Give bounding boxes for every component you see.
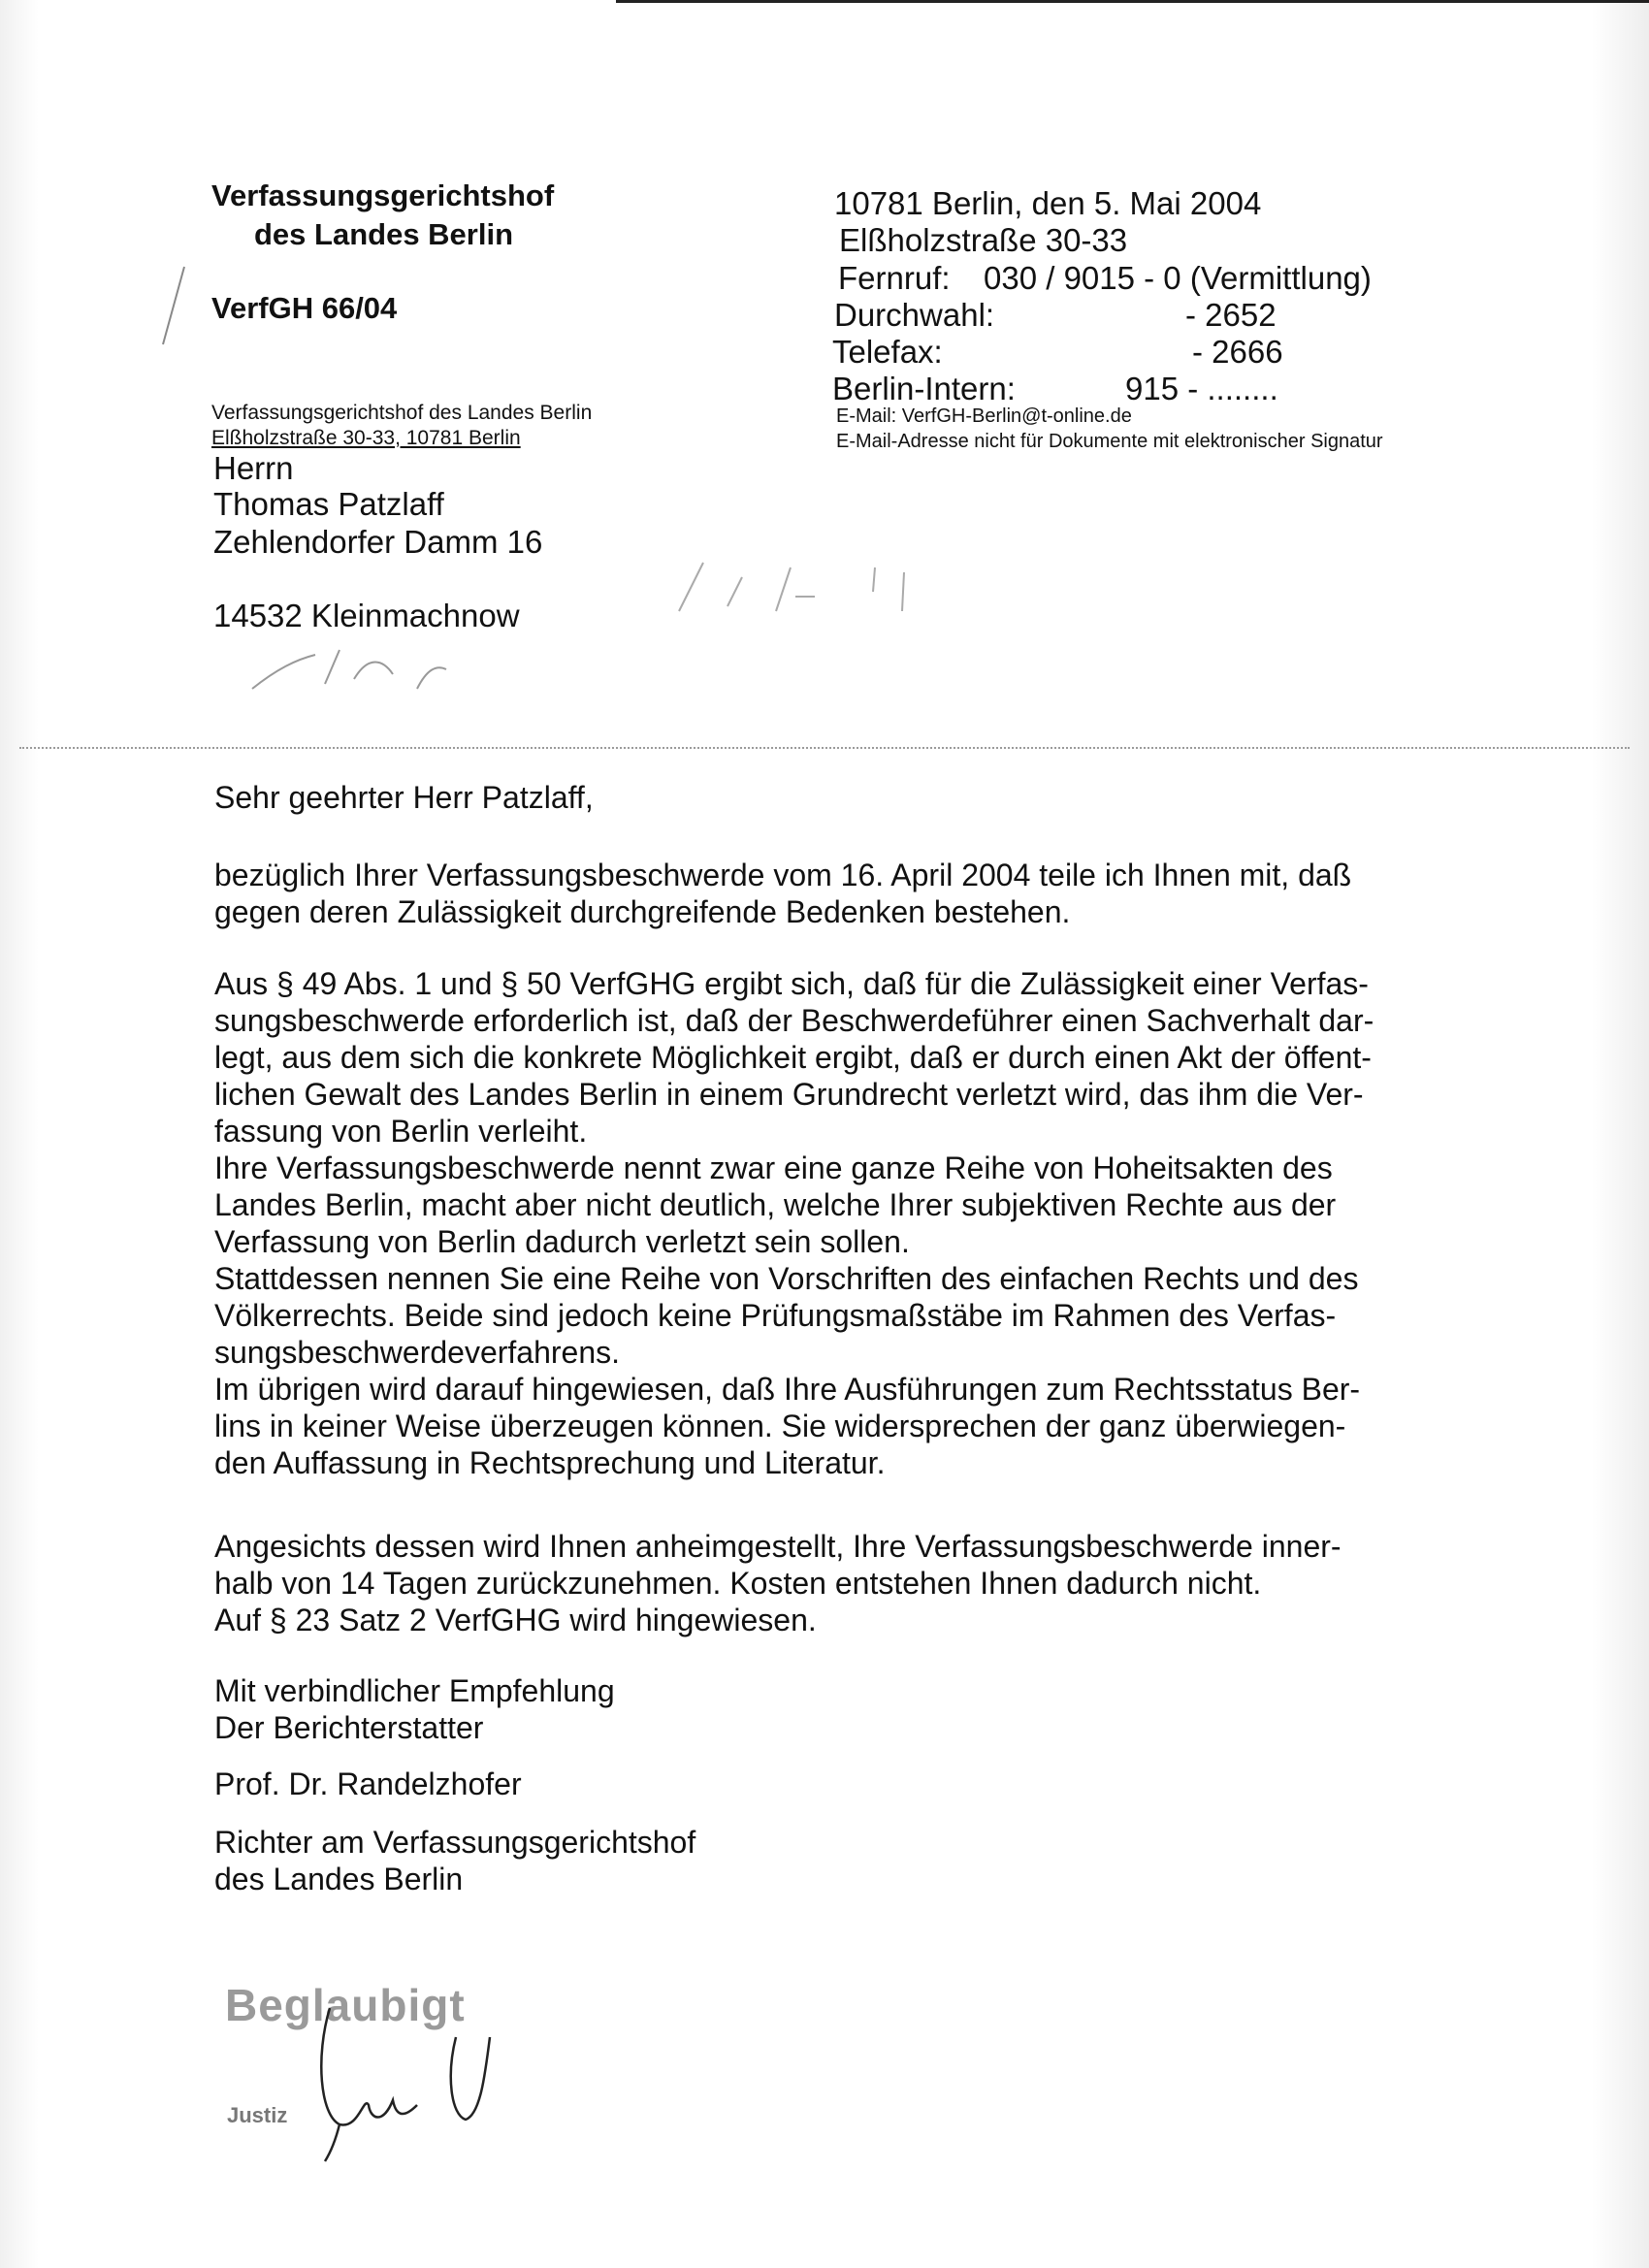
sender-line-1: Verfassungsgerichtshof des Landes Berlin [211,402,593,424]
sender-line-2: Elßholzstraße 30-33, 10781 Berlin [211,427,521,449]
paragraph-2-line: lichen Gewalt des Landes Berlin in einem Grundrecht verletzt wird, das ihm die Ver- [214,1077,1364,1112]
signer-name [214,1766,1466,1802]
place-date: 10781 Berlin, den 5. Mai 2004 [834,185,1262,221]
paragraph-3-line: Angesichts dessen wird Ihnen anheimgestellt, Ihre Verfassungsbeschwerde inner- [214,1529,1342,1564]
paragraph-1 [214,857,1466,930]
paragraph-3 [214,1528,1466,1638]
recipient-salutation: Herrn [213,450,294,486]
signature-icon [310,1998,504,2163]
paragraph-2-line: den Auffassung in Rechtsprechung und Literatur. [214,1445,886,1480]
closing-line: Mit verbindlicher Empfehlung [214,1673,615,1708]
certification-stamp: Beglaubigt [225,1980,466,2030]
paragraph-2-line: fassung von Berlin verleiht. [214,1114,588,1149]
handwritten-scribble-icon [247,640,461,698]
scan-left-shadow [0,0,39,2268]
email-address: E-Mail: VerfGH-Berlin@t-online.de [836,405,1132,427]
paragraph-2-line: Aus § 49 Abs. 1 und § 50 VerfGHG ergibt sich, daß für die Zulässigkeit einer Verfas- [214,966,1369,1001]
paragraph-2-line: lins in keiner Weise überzeugen können. Sie widersprechen der ganz überwiegen- [214,1409,1346,1443]
fax-value: - 2666 [1192,334,1283,370]
direct-value: - 2652 [1185,297,1277,333]
paragraph-1-line: bezüglich Ihrer Verfassungsbeschwerde vom 16. April 2004 teile ich Ihnen mit, daß [214,858,1352,892]
court-name-line1: Verfassungsgerichtshof [211,178,555,212]
intern-value: 915 - ........ [1125,371,1278,406]
paragraph-2-line: Stattdessen nennen Sie eine Reihe von Vorschriften des einfachen Rechts und des [214,1261,1359,1296]
paragraph-2 [214,965,1466,1481]
paragraph-2-line: Verfassung von Berlin dadurch verletzt sein sollen. [214,1224,910,1259]
greeting-text: Sehr geehrter Herr Patzlaff, [214,780,594,815]
court-name-line2: des Landes Berlin [254,217,514,251]
paragraph-2-line: Ihre Verfassungsbeschwerde nennt zwar eine ganze Reihe von Hoheitsakten des [214,1150,1333,1185]
letter-greeting [214,779,1466,816]
fax-label: Telefax: [832,334,943,370]
intern-label: Berlin-Intern: [832,371,1016,406]
paragraph-2-line: sungsbeschwerdeverfahrens. [214,1335,621,1370]
phone-value: 030 / 9015 - 0 (Vermittlung) [984,260,1372,296]
paragraph-2-line: Im übrigen wird darauf hingewiesen, daß Ihre Ausführungen zum Rechtsstatus Ber- [214,1372,1361,1407]
scan-right-shadow [1591,0,1649,2268]
paragraph-3-line: Auf § 23 Satz 2 VerfGHG wird hingewiesen. [214,1603,817,1637]
email-note: E-Mail-Adresse nicht für Dokumente mit elektronischer Signatur [836,431,1383,452]
paragraph-3-line: halb von 14 Tagen zurückzunehmen. Kosten entstehen Ihnen dadurch nicht. [214,1566,1262,1601]
recipient-name: Thomas Patzlaff [213,486,444,522]
paragraph-2-line: Völkerrechts. Beide sind jedoch keine Prüfungsmaßstäbe im Rahmen des Verfas- [214,1298,1337,1333]
recipient-city: 14532 Kleinmachnow [213,598,520,633]
signer-title-line: des Landes Berlin [214,1862,464,1896]
paragraph-2-line: sungsbeschwerde erforderlich ist, daß der Beschwerdeführer einen Sachverhalt dar- [214,1003,1374,1038]
recipient-street: Zehlendorfer Damm 16 [213,524,543,560]
closing [214,1672,1466,1746]
certification-stamp-sub: Justiz [227,2103,288,2127]
handwritten-mark-icon [155,262,194,349]
paragraph-1-line: gegen deren Zulässigkeit durchgreifende Bedenken bestehen. [214,894,1071,929]
handwritten-scribble-icon [621,553,922,631]
signer-title [214,1824,1466,1897]
signer-name-text: Prof. Dr. Randelzhofer [214,1766,522,1801]
court-street: Elßholzstraße 30-33 [839,222,1128,258]
scan-edge-line [616,0,1649,3]
paragraph-2-line: Landes Berlin, macht aber nicht deutlich, welche Ihrer subjektiven Rechte aus der [214,1187,1337,1222]
signer-title-line: Richter am Verfassungsgerichtshof [214,1825,696,1860]
paragraph-2-line: legt, aus dem sich die konkrete Möglichkeit ergibt, daß er durch einen Akt der öffent- [214,1040,1372,1075]
direct-label: Durchwahl: [834,297,995,333]
closing-line: Der Berichterstatter [214,1710,484,1745]
case-number: VerfGH 66/04 [211,291,398,325]
phone-label: Fernruf: [838,260,951,296]
fold-line [19,747,1630,749]
